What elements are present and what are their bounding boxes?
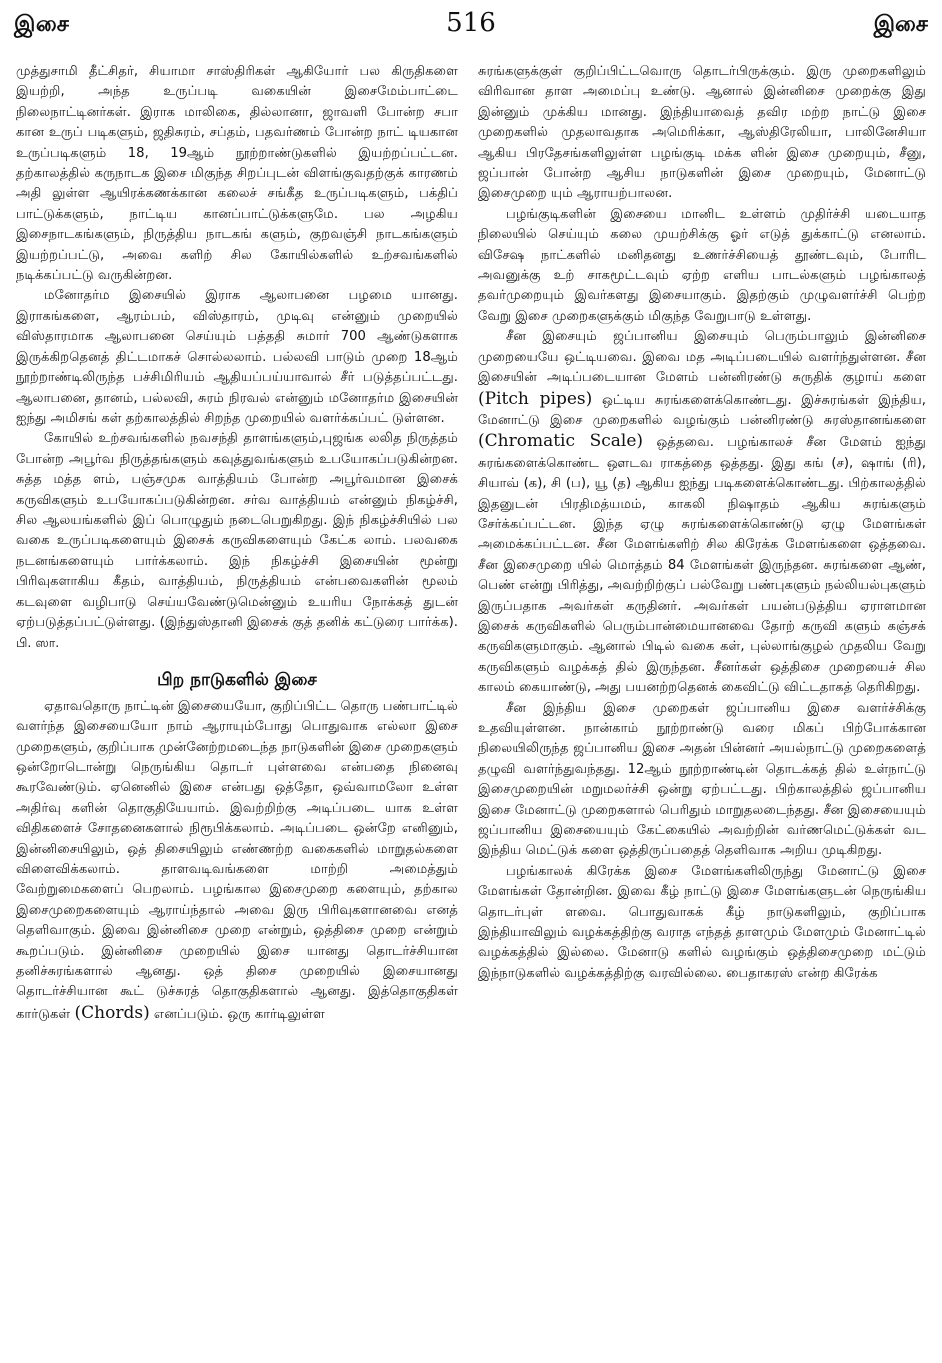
paragraph: பழங்குடிகளின் இசையை மானிட உள்ளம் முதிர்ச்சி யடையாத நிலையில் செய்யும் கலை முயற்சிக்கு ஓர் எடுத் துக்காட்டு எனலாம். விசேஷ நாட்களில் மனிதனது உணர்ச்சியைத் தூண்டவும், போரிட அவனுக்கு உற் சாகமூட்டவும் ஏற்ற எளிய பாடல்களும் பழங்காலத் தவர்முறையும் இவர்களது இசையாகும். இதற்கும் முழுவளர்ச்சி பெற்ற வேறு இசை முறைகளுக்கும் மிகுந்த வேறுபாடு உள்ளது. [478, 206, 926, 324]
paragraph-text: கோயில் உற்சவங்களில் நவசந்தி தாளங்களும்,புஜங்க லலித நிருத்தம் போன்ற அபூர்வ நிருத்தங்களும் கவுத்துவங்களும் உபயோகப்படுகின்றன. சுத்த மத்த ளம், பஞ்சமுக வாத்தியம் போன்ற அபூர்வமான இசைக் கருவிகளும் உபயோகப்படுகின்றன. சர்வ வாத்தியம் என்னும் நிகழ்ச்சி, சில ஆலயங்களில் இப் பொழுதும் நடைபெறுகிறது. இந் நிகழ்ச்சியில் பல வகை உருப்படிகளையும் இசைக் கருவிகளையும் கேட்க லாம். பலவகை நடனங்களையும் பார்க்கலாம். இந் நிகழ்ச்சி இசையின் மூன்று பிரிவுகளாகிய கீதம், வாத்தியம், நிருத்தியம் என்பவைகளின் மூலம் கடவுளை வழிபாடு செய்யவேண்டுமென்னும் உயரிய நோக்கத் துடன் ஏற்படுத்தப்பட்டுள்ளது. (இந்துஸ்தானி இசைக் குத் தனிக் கட்டுரை பார்க்க). [16, 431, 458, 630]
right-column [478, 62, 926, 1359]
page-number: 516 [446, 8, 496, 38]
paragraph [16, 429, 458, 654]
paragraph-text: எனப்படும். ஒரு கார்டிலுள்ள [149, 1006, 325, 1022]
running-title-left: இசை [14, 12, 70, 37]
left-column [16, 62, 458, 1359]
author-signature: பி. ஸா. [16, 635, 60, 651]
paragraph-text: ஒட்டிய சுரங்களைக்கொண்டது. இச்சுரங்கள் இந்திய, மேனாட்டு இசை முறைகளில் வழங்கும் பன்னிரண்டு சுரஸ்தானங்களை [478, 392, 926, 428]
latin-term: (Chromatic Scale) [478, 431, 644, 452]
paragraph: சுரங்களுக்குள் குறிப்பிட்டவொரு தொடர்பிருக்கும். இரு முறைகளிலும் விரிவான தாள அமைப்பு உண்டு. ஆனால் இன்னிசை முறைக்கு இது இன்னும் முக்கிய மானது. இந்தியாவைத் தவிர மற்ற நாட்டு இசை முறைகளில் முதலாவதாக அமெரிக்கா, ஆஸ்திரேலியா, பாலினேசியா ஆகிய பிரதேசங்களிலுள்ள பழங்குடி மக்க ளின் இசை முறையும், சீனு, ஜப்பான் போன்ற ஆசிய நாடுகளின் இசை முறையும், மேனாட்டு இசைமுறை யும் ஆராயற்பாலன. [478, 64, 926, 202]
paragraph-text: சீன இசையும் ஜப்பானிய இசையும் பெரும்பாலும் இன்னிசை முறையையே ஒட்டியவை. இவை மத அடிப்படையில் வளர்ந்துள்ளன. சீன இசையின் அடிப்படையான மேளம் பன்னிரண்டு சுருதிக் குழாய் களை [478, 329, 926, 386]
section-heading: பிற நாடுகளில் இசை [157, 669, 317, 690]
paragraph-text: ஏதாவதொரு நாட்டின் இசையையோ, குறிப்பிட்ட தொரு பண்பாட்டில் வளர்ந்த இசையையோ நாம் ஆராயும்போது பொதுவாக எல்லா இசை முறைகளும், குறிப்பாக முன்னேற்றமடைந்த நாடுகளின் இசை முறைகளும் ஒன்றோடொன்று நெருங்கிய தொடர் புள்ளவை என்பதை நினைவு கூரவேண்டும். ஏனெனில் இசை என்பது ஒத்தோ, ஒவ்வாமலோ உள்ள அதிர்வு களின் தொகுதியேயாம். இவற்றிற்கு அடிப்படை யாக உள்ள விதிகளைச் சோதனைகளால் நிரூபிக்கலாம். அடிப்படை ஒன்றே எனினும், இன்னிசையிலும், ஒத் திசையிலும் எண்ணற்ற வகைகளில் மாறுதல்களை விளைவிக்கலாம். தாளவடிவங்களை மாற்றி அமைத்தும் வேற்றுமைகளைப் பெறலாம். பழங்கால இசைமுறை களையும், தற்கால இசைமுறைகளையும் ஆராய்ந்தால் அவை இரு பிரிவுகளானவை எனத் தெளிவாகும். இவை இன்னிசை முறை என்றும், ஒத்திசை முறை என்றும் கூறப்படும். இன்னிசை முறையில் இசை யானது தொடர்ச்சியான தனிச்சுரங்களால் ஆனது. ஒத் திசை முறையில் இசையானது தொடர்ச்சியான கூட் டுச்சுரத் தொகுதிகளால் ஆனது. இத்தொகுதிகள் கார்டுகள் [16, 698, 458, 1022]
paragraph: மனோதர்ம இசையில் இராக ஆலாபனை பழமை யானது. இராகங்களை, ஆரம்பம், விஸ்தாரம், முடிவு என்னும் முறையில் விஸ்தாரமாக ஆலாபனை செய்யும் பத்ததி சுமார் 700 ஆண்டுகளாக இருக்கிறதெனத் திட்டமாகச் சொல்லலாம். பல்லவி பாடும் முறை 18ஆம் நூற்றாண்டிலிருந்த பச்சிமிரியம் ஆதியப்பய்யாவால் சீர் படுத்தப்பட்டது. ஆலாபனை, தானம், பல்லவி, சுரம் நிரவல் என்னும் மனோதர்ம இசையின் ஐந்து அமிசங் கள் தற்காலத்தில் சிறந்த முறையில் வளர்க்கப்பட் டுள்ளன. [16, 288, 458, 426]
author-signature-wrap [16, 636, 59, 651]
paragraph: முத்துசாமி தீட்சிதர், சியாமா சாஸ்திரிகள் ஆகியோர் பல கிருதிகளை இயற்றி, அந்த உருப்படி வகையின் இசைமேம்பாட்டை நிலைநாட்டினர்கள். இராக மாலிகை, தில்லானா, ஜாவளி போன்ற சபா கான உருப் படிகளும், ஜதிசுரம், சப்தம், பதவர்ணம் போன்ற நாட் டியகான உருப்படிகளும் 18, 19ஆம் நூற்றாண்டுகளில் இயற்றப்பட்டன. தற்காலத்தில் கருநாடக இசை மிகுந்த சிறப்புடன் விளங்குவதற்குக் காரணம் அதி லுள்ள ஆயிரக்கணக்கான கலைச் சங்கீத உருப்படிகளும், பக்திப் பாட்டுக்களும், நாட்டிய கானப்பாட்டுக்களுமே. பல அழகிய இசைநாடகங்களும், நிருத்திய நாடகங் களும், குறவஞ்சி நாடகங்களும் இயற்றப்பட்டு, அவை களிற் சில கோயில்களில் உற்சவங்களில் நடிக்கப்பட்டு வருகின்றன. [16, 64, 458, 284]
latin-term: (Pitch pipes) [478, 388, 593, 409]
paragraph: சீன இந்திய இசை முறைகள் ஜப்பானிய இசை வளர்ச்சிக்கு உதவியுள்ளன. நான்காம் நூற்றாண்டு வரை மிகப் பிற்போக்கான நிலையிலிருந்த ஜப்பானிய இசை அதன் பின்னர் அயல்நாட்டு முறைகளைத் தழுவி வளர்ந்துவந்தது. 12ஆம் நூற்றாண்டின் தொடக்கத் தில் உள்நாட்டு இசைமுறையின் மறுமலர்ச்சி ஒன்று ஏற்பட்டது. பிற்காலத்தில் ஜப்பானிய இசை மேனாட்டு முறைகளால் பெரிதும் மாறுதலடைந்தது. சீன இசையையும் ஜப்பானிய இசையையும் கேட்கையில் அவற்றின் வர்ணமெட்டுக்கள் வட இந்திய மெட்டுக் களை ஒத்திருப்பதைத் தெளிவாக அறிய முடிகிறது. [478, 700, 926, 859]
paragraph [478, 327, 926, 698]
paragraph-text: ஒத்தவை. பழங்காலச் சீன மேளம் ஐந்து சுரங்களைக்கொண்ட ஔடவ ராகத்தை ஒத்தது. இது கங் (ச), ஷாங் (ரி), சியாவ் (க), சி (ப), யூ (த) ஆகிய ஐந்து படிகளைக்கொண்டது. பிற்காலத்தில் இதனுடன் பிரதிமத்யமம், காகலி நிஷாதம் ஆகிய சுரங்களும் சேர்க்கப்பட்டன. இந்த ஏழு சுரங்களைக்கொண்டு ஏழு மேளங்கள் அமைக்கப்பட்டன. சீன மேளங்களிற் சில கிரேக்க மேளங்களை ஒத்தவை. சீன இசைமுறை யில் மொத்தம் 84 மேளங்கள் இருந்தன. சுரங்களை ஆண், பெண் என்று பிரித்து, அவற்றிற்குப் பல்வேறு பண்புகளும் நல்லியல்புகளும் இருப்பதாக அவர்கள் கருதினர். அவர்கள் பயன்படுத்திய ஏராளமான இசைக் கருவிகளில் பெரும்பான்மையானவை தோற் கருவி களும் கஞ்சக் கருவிகளுமாகும். ஆனால் பிடில் வகை கள், புல்லாங்குழல் முதலிய வேறு கருவிகளும் வழக்கத் தில் இருந்தன. சீனர்கள் ஒத்திசை முறையைச் சில காலம் கையாண்டு, அது பயனற்றதெனக் கைவிட்டு விட்டதாகத் தெரிகிறது. [478, 435, 926, 696]
paragraph: பழங்காலக் கிரேக்க இசை மேளங்களிலிருந்து மேனாட்டு இசை மேளங்கள் தோன்றின. இவை கீழ் நாட்டு இசை மேளங்களுடன் நெருங்கிய தொடர்புள் ளவை. பொதுவாகக் கீழ் நாடுகளிலும், குறிப்பாக இந்தியாவிலும் வழக்கத்திற்கு வராத எந்தத் தாளமும் மேளமும் மேனாட்டில் வழக்கத்தில் இல்லை. மேனாடு களில் வழங்கும் ஒத்திசைமுறை மட்டும் இந்நாடுகளில் வழக்கத்திற்கு வரவில்லை. பைதாகரஸ் என்ற கிரேக்க [478, 863, 926, 981]
paragraph [16, 697, 458, 1026]
latin-term: (Chords) [74, 1002, 150, 1023]
page-header [14, 8, 928, 48]
running-title-right: இசை [873, 12, 928, 37]
